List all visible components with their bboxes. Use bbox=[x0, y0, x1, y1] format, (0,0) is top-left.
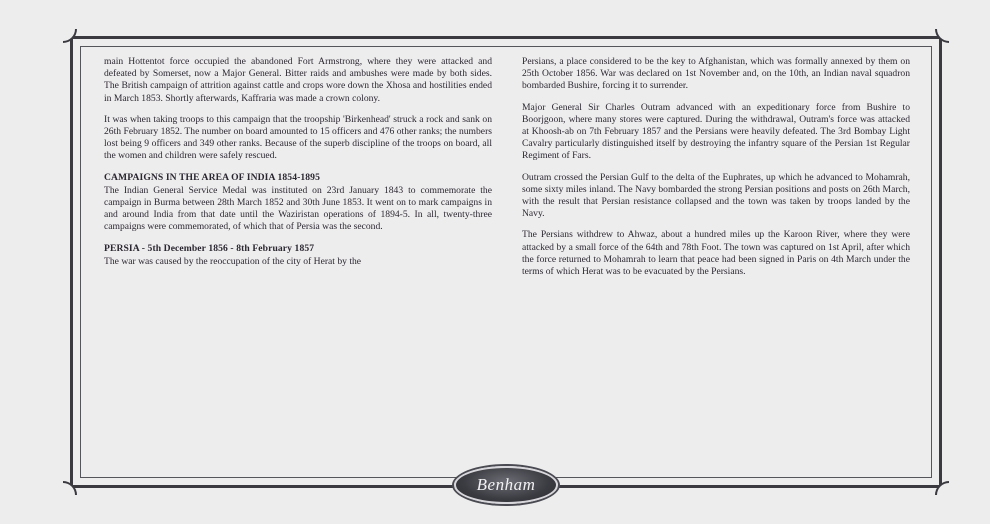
benham-logo bbox=[454, 466, 558, 504]
section-heading-india: CAMPAIGNS IN THE AREA OF INDIA 1854-1895 bbox=[104, 171, 320, 183]
paragraph-mohamrah: Outram crossed the Persian Gulf to the delta of the Euphrates, up which he advanced to Mohamrah, some sixty miles inland. The Navy bombarded the strong Persian positions and posts on 26th March, with the result that Persian resistance collapsed and the town was taken by troops landed by the Navy. bbox=[522, 171, 910, 220]
paragraph-herat-annexed: Persians, a place considered to be the key to Afghanistan, which was formally annexed by them on 25th October 1856. War was declared on 1st November and, on the 10th, an Indian naval squadron bombarded Bushire, forcing it to surrender. bbox=[522, 56, 910, 92]
right-column bbox=[522, 56, 910, 287]
paragraph-ahwaz: The Persians withdrew to Ahwaz, about a hundred miles up the Karoon River, where they were attacked by a small force of the 64th and 78th Foot. The town was captured on 1st April, after which the force returned to Mohamrah to learn that peace had been signed in Paris on 4th March under the terms of which Herat was to be evacuated by the Persians. bbox=[522, 229, 910, 278]
paragraph-fort-armstrong: main Hottentot force occupied the abandoned Fort Armstrong, where they were attacked and defeated by Somerset, now a Major General. Bitter raids and ambushes were made by both sides. The British campaign of attrition against cattle and crops wore down the Xhosa and hostilities ended in March 1853. Shortly afterwards, Kaffraria was made a crown colony. bbox=[104, 56, 492, 104]
section-heading-persia: PERSIA - 5th December 1856 - 8th February 1857 bbox=[104, 242, 315, 254]
paragraph-persia-war-cause: The war was caused by the reoccupation of the city of Herat by the bbox=[104, 255, 362, 267]
left-column bbox=[104, 56, 492, 277]
paragraph-indian-general-service-medal: The Indian General Service Medal was instituted on 23rd January 1843 to commemorate the campaign in Burma between 28th March 1852 and 30th June 1853. It went on to mark campaigns in and around India from that date until the Waziristan operations of 1894-5. In all, twenty-three campaigns were commemorated, of which that of Persia was the second. bbox=[104, 184, 492, 233]
benham-logo-text: Benham bbox=[476, 475, 536, 494]
paragraph-birkenhead: It was when taking troops to this campaign that the troopship 'Birkenhead' struck a rock and sank on 26th February 1852. The number on board amounted to 15 officers and 476 other ranks; the numbers lost being 9 officers and 349 other ranks. Because of the superb discipline of the troops on board, all the women and children were safely rescued. bbox=[104, 113, 492, 162]
paragraph-outram-advance: Major General Sir Charles Outram advanced with an expeditionary force from Bushire to Boorjgoon, where many stores were captured. During the withdrawal, Outram's force was attacked at Khoosh-ab on 7th February 1857 and the Persians were heavily defeated. The 3rd Bombay Light Cavalry particularly distinguished itself by destroying the infantry square of the Persian 1st Regular Regiment of Fars. bbox=[522, 101, 910, 162]
